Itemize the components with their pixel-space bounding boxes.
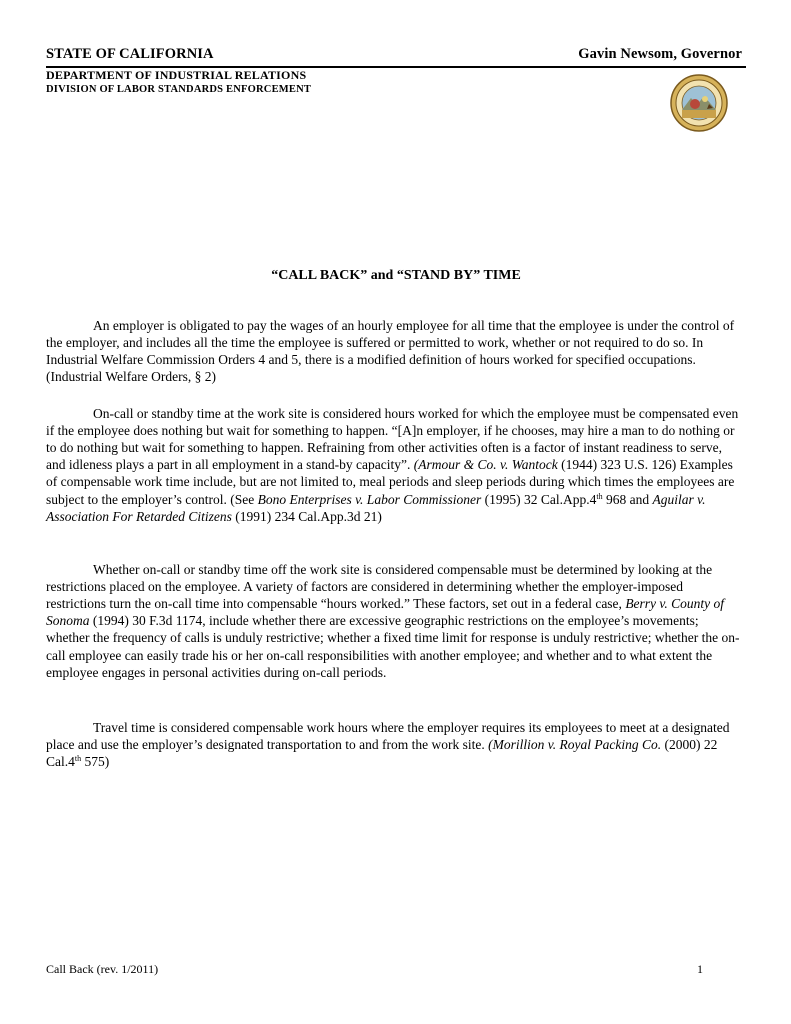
state-seal-icon: [669, 74, 729, 132]
letterhead-top: [46, 46, 746, 68]
document-title: “CALL BACK” and “STAND BY” TIME: [271, 268, 521, 283]
case-citation: (Armour & Co. v. Wantock: [413, 457, 558, 473]
paragraph-4: Travel time is considered compensable work hours where the employer requires its employees to meet at a designated place and use the employer’s designated transportation to and from the work site. (Morillion v. Royal Packing Co. (2000) 22 Cal.4th 575): [46, 719, 730, 769]
case-citation: (Morillion v. Royal Packing Co.: [488, 736, 662, 752]
state-name: STATE OF CALIFORNIA: [46, 46, 214, 62]
case-citation: Bono Enterprises v. Labor Commissioner: [257, 491, 482, 507]
case-citation: Aguilar v. Association For Retarded Citizens: [46, 491, 706, 524]
footer-label: Call Back (rev. 1/2011): [46, 962, 159, 976]
case-citation: Berry v. County of Sonoma: [46, 595, 725, 629]
paragraph-3: Whether on-call or standby time off the work site is considered compensable must be determined by looking at the restrictions placed on the employee. A variety of factors are considered in determining whether the employer-imposed restrictions turn the on-call time into compensable “hours worked.” These factors, set out in a federal case, Berry v. County of Sonoma (1994) 30 F.3d 1174, include whether there are excessive geographic restrictions on the employee’s movements; whether the frequency of calls is unduly restrictive; whether a fixed time limit for response is unduly restrictive; whether the on-call employee can easily trade his or her on-call responsibilities with another employee; and whether and to what extent the employee engages in personal activities during on-call periods.: [46, 561, 740, 680]
division-name: DIVISION OF LABOR STANDARDS ENFORCEMENT: [46, 84, 312, 95]
paragraph-1: An employer is obligated to pay the wages of an hourly employee for all time that the employee is under the control of the employer, and includes all the time the employee is suffered or permitted to work, whether or not required to do so. In Industrial Welfare Commission Orders 4 and 5, there is a modified definition of hours worked for specified occupations. (Industrial Welfare Orders, § 2): [46, 317, 735, 385]
department-name: DEPARTMENT OF INDUSTRIAL RELATIONS: [46, 68, 307, 82]
page-number: 1: [697, 962, 703, 976]
governor-name: Gavin Newsom, Governor: [578, 46, 742, 62]
paragraph-2: On-call or standby time at the work site is considered hours worked for which the employee must be compensated even if the employee does nothing but wait for something to happen. “[A]n employer, if he chooses, may hire a man to do nothing or to do nothing but wait for something to happen. Refraining from other activities often is a factor of instant readiness to serve, and idleness plays a part in all employment in a stand-by capacity”. (Armour & Co. v. Wantock (1944) 323 U.S. 126) Examples of compensable work time include, but are not limited to, meal periods and sleep periods during which times the employees are subject to the employer’s control. (See Bono Enterprises v. Labor Commissioner (1995) 32 Cal.App.4th 968 and Aguilar v. Association For Retarded Citizens (1991) 234 Cal.App.3d 21): [46, 405, 739, 524]
